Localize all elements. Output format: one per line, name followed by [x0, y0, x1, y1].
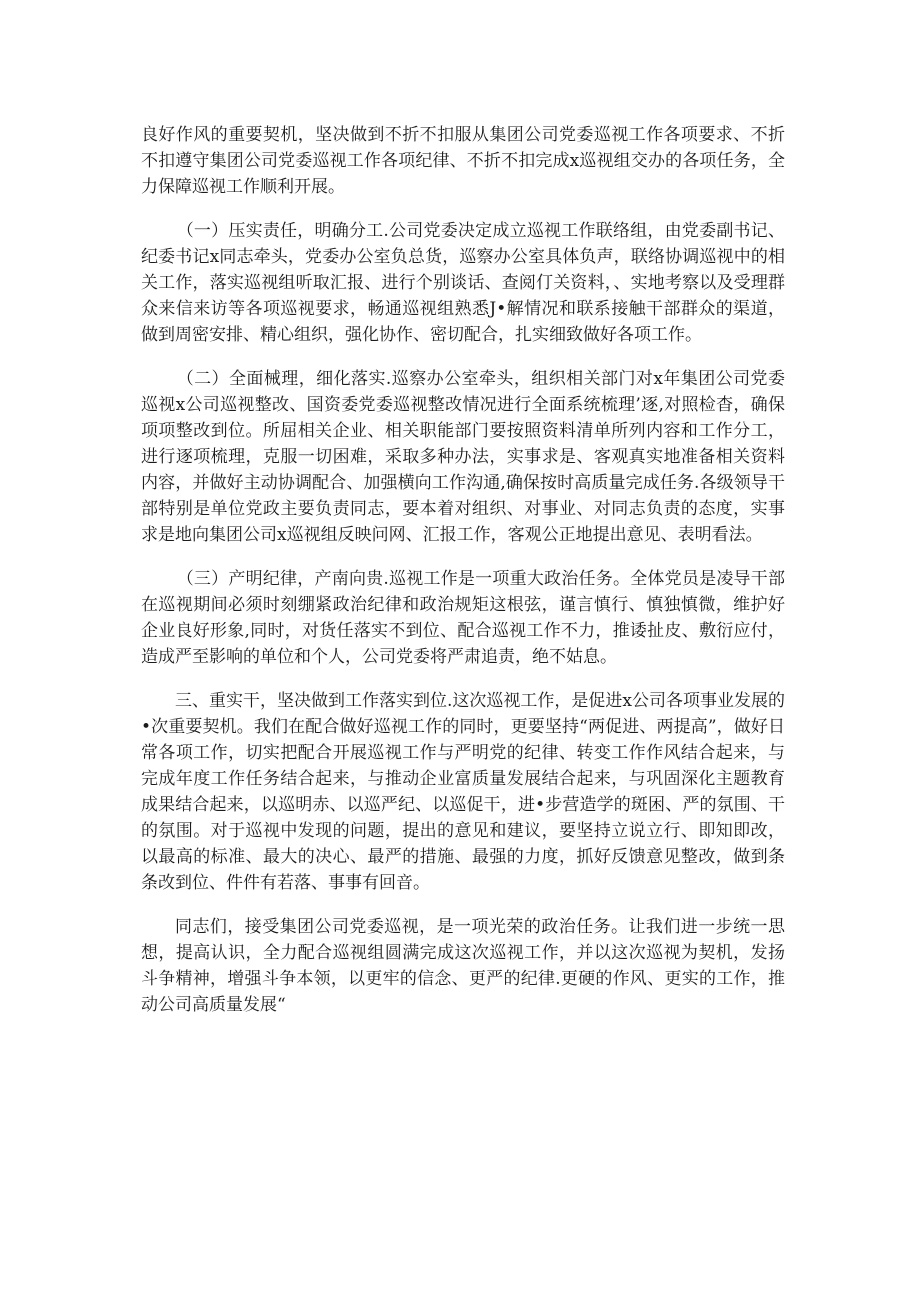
paragraph-part-three: 三、重实干，坚决做到工作落实到位.这次巡视工作，是促进x公司各项事业发展的•次重要契机。我们在配合做好巡视工作的同时，更要坚持“两促进、两提高”，做好日常各项工作，切实把配合开展巡视工作与严明党的纪律、转变工作作风结合起来，与完成年度工作任务结合起来，与推动企业富质量发展结合起来，与巩固深化主题教育成果结合起来，以巡明赤、以巡严纪、以巡促干，进•步营造学的斑困、严的氛围、干的氛围。对于巡视中发现的问题，提出的意见和建议，要坚持立说立行、即知即改，以最高的标准、最大的决心、最严的措施、最强的力度，抓好反馈意见整改，做到条条改到位、件件有若落、事事有回音。 — [141, 691, 785, 893]
paragraph-continuation: 良好作风的重要契机，坚决做到不折不扣服从集团公司党委巡视工作各项要求、不折不扣遵守集团公司党委巡视工作各项纪律、不折不扣完成x巡视组交办的各项任务，全力保障巡视工作顺利开展。 — [141, 125, 785, 197]
paragraph-closing: 同志们，接受集团公司党委巡视，是一项光荣的政治任务。让我们进一步统一思想，提高认识，全力配合巡视组圆满完成这次巡视工作，并以这次巡视为契机，发扬斗争精神，增强斗争本领，以更牢的信念、更严的纪律.更硬的作风、更实的工作，推动公司高质量发展“ — [141, 917, 785, 1015]
paragraph-section-one: （一）压实责任，明确分工.公司党委决定成立巡视工作联络组，由党委副书记、纪委书记x同志牵头，党委办公室负总货，巡察办公室具体负声，联络协调巡视中的相关工作，落实巡视组听取汇报、进行个别谈话、查阅仃关资料，、实地考察以及受理群众来信来访等各项巡视要求，畅通巡视组熟悉J•解情况和联系接触干部群众的渠道，做到周密安排、精心组织，强化协作、密切配合，扎实细致做好各项工作。 — [141, 221, 785, 345]
paragraph-section-two: （二）全面械理，细化落实.巡察办公室牵头，组织相关部门对x年集团公司党委巡视x公司巡视整改、国资委党委巡视整改情况进行全面系统梳理’逐,对照检杳，确保项项整改到位。所屈相关企业、相关职能部门要按照资料清单所列内容和工作分工，进行逐项梳理，克服一切困难，采取多种办法，实事求是、客观真实地准备相关资料内容，并做好主动协调配合、加强横向工作沟通,确保按时高质量完成任务.各级领导干部特别是单位党政主要负责同志，要本着对组织、对事业、对同志负责的态度，实事求是地向集团公司x巡视组反映问网、汇报工作，客观公正地提出意见、表明看法。 — [141, 369, 785, 545]
document-body — [141, 122, 785, 1036]
paragraph-section-three: （三）产明纪律，产南向贵.巡视工作是一项重大政治任务。全体党员是凌导干部在巡视期间必须时刻绷紧政治纪律和政治规矩这根弦，谨言慎行、慎独慎微，维护好企业良好形象,同时，对货任落实不到位、配合巡视工作不力，推诿扯皮、敷衍应付，造成严至影响的单位和个人，公司党委将严肃追责，绝不姑息。 — [141, 569, 785, 667]
